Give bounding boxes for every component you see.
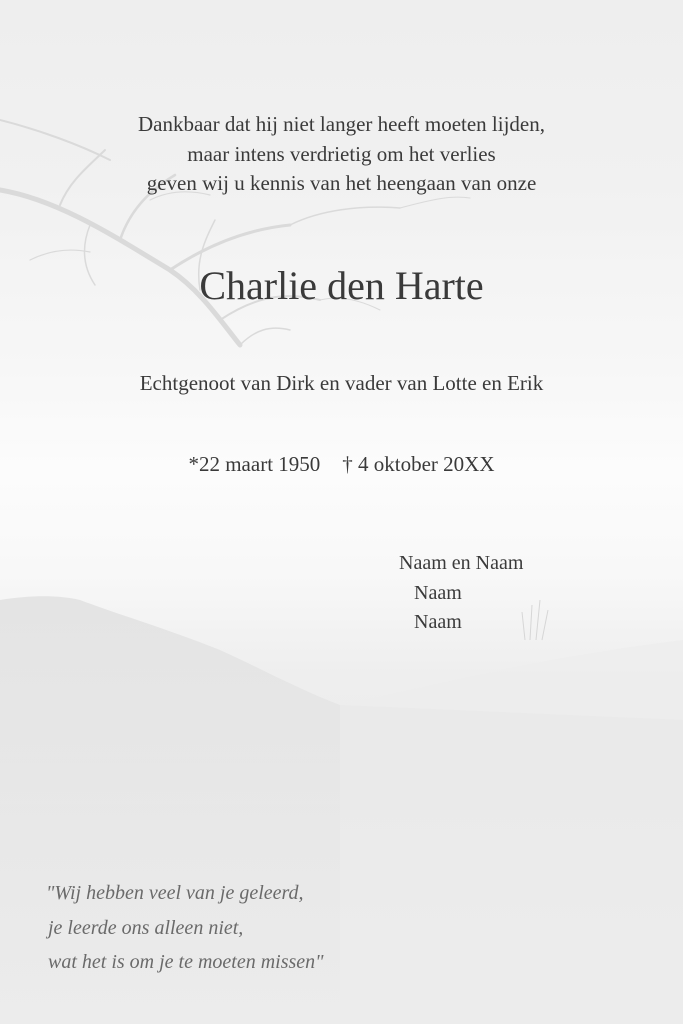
memorial-quote (46, 876, 324, 980)
signer-name: Naam en Naam (399, 552, 524, 574)
death-date: † 4 oktober 20XX (342, 452, 495, 476)
signer-name: Naam (414, 611, 462, 633)
signers-block (399, 549, 523, 638)
relation-text: Echtgenoot van Dirk en vader van Lotte en Erik (139, 371, 544, 395)
quote-line: je leerde ons alleen niet, (48, 916, 244, 939)
signer-name: Naam (414, 581, 462, 604)
life-dates (0, 452, 683, 477)
deceased-name: Charlie den Harte (199, 263, 484, 308)
quote-line: wat het is om je te moeten missen" (48, 951, 324, 973)
intro-line: maar intens verdrietig om het verlies (187, 141, 496, 166)
intro-line: Dankbaar dat hij niet langer heeft moeten lijden, (137, 112, 545, 136)
birth-date: *22 maart 1950 (188, 452, 321, 476)
intro-text (0, 110, 683, 199)
intro-line: geven wij u kennis van het heengaan van onze (146, 171, 537, 195)
quote-line: "Wij hebben veel van je geleerd, (46, 882, 304, 904)
